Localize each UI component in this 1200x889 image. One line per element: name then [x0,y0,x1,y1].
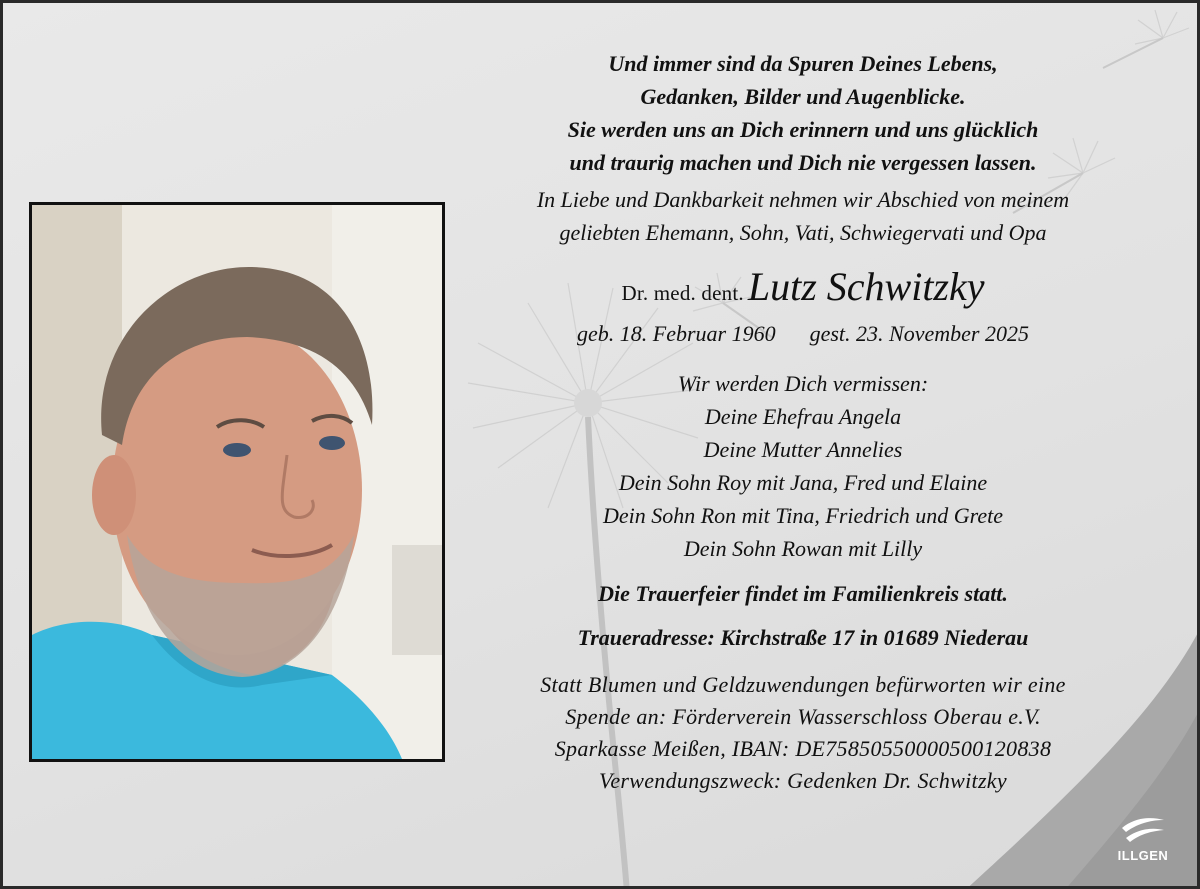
donation-line: Verwendungszweck: Gedenken Dr. Schwitzky [599,768,1007,793]
academic-title: Dr. med. dent. [621,281,744,305]
poem-line: Gedanken, Bilder und Augenblicke. [640,84,966,109]
deceased-name: Lutz Schwitzky [747,264,985,309]
mourner-line: Dein Sohn Roy mit Jana, Fred und Elaine [618,470,988,495]
illgen-logo-icon [1120,814,1166,846]
poem-line: Sie werden uns an Dich erinnern und uns glücklich [567,117,1039,142]
intro-line: geliebten Ehemann, Sohn, Vati, Schwiegervati und Opa [559,220,1047,245]
portrait-photo [29,202,445,762]
mourner-line: Dein Sohn Ron mit Tina, Friedrich und Grete [602,503,1004,528]
poem-line: Und immer sind da Spuren Deines Lebens, [608,51,998,76]
donation-line: Sparkasse Meißen, IBAN: DE75850550000500120838 [554,736,1052,761]
life-dates [458,321,1148,347]
mourner-line: Deine Mutter Annelies [703,437,903,462]
poem-line: und traurig machen und Dich nie vergessen lassen. [569,150,1037,175]
obituary-text [458,47,1148,797]
donation-line: Spende an: Förderverein Wasserschloss Oberau e.V. [565,704,1041,729]
mourner-line: Deine Ehefrau Angela [704,404,902,429]
illgen-logo [1107,814,1179,876]
ceremony-note: Die Trauerfeier findet im Familienkreis statt. [598,581,1008,606]
mourning-address: Traueradresse: Kirchstraße 17 in 01689 Niederau [577,625,1029,650]
birth-date: geb. 18. Februar 1960 [577,321,776,346]
deceased-name-line [458,263,1148,319]
mourners-list [458,367,1148,565]
farewell-intro [458,183,1148,249]
logo-text: ILLGEN [1117,848,1169,863]
intro-line: In Liebe und Dankbarkeit nehmen wir Abschied von meinem [536,187,1070,212]
poem [458,47,1148,179]
mourner-line: Wir werden Dich vermissen: [677,371,929,396]
donation-info [458,669,1148,797]
donation-line: Statt Blumen und Geldzuwendungen befürworten wir eine [540,672,1066,697]
mourner-line: Dein Sohn Rowan mit Lilly [683,536,923,561]
death-date: gest. 23. November 2025 [809,321,1029,346]
